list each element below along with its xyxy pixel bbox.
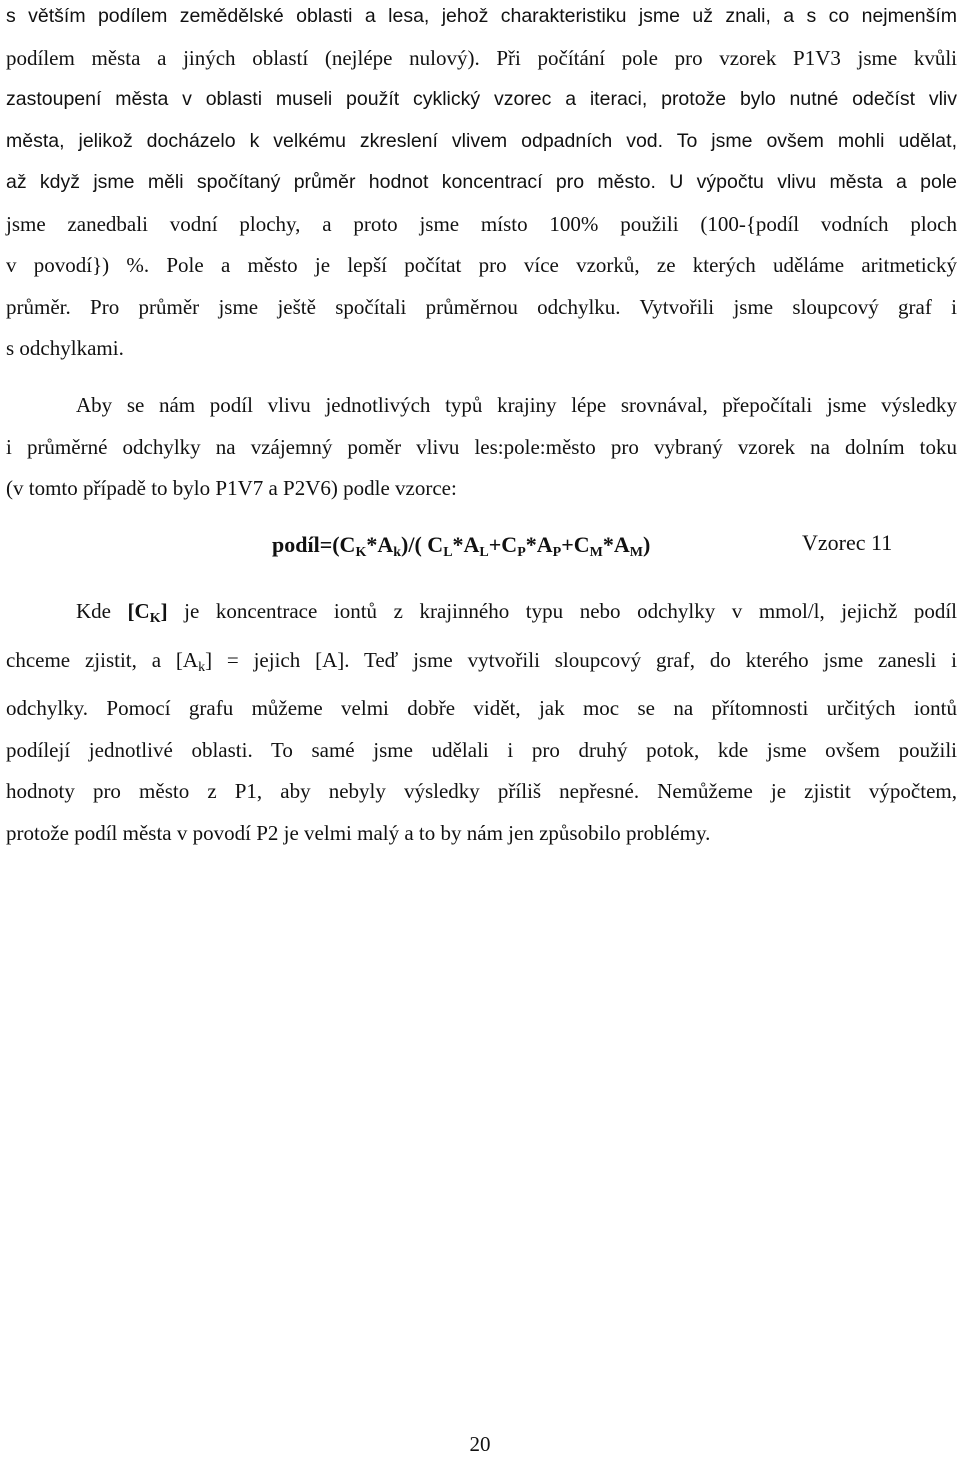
text-line: zastoupení města v oblasti museli použít cyklický vzorec a iteraci, protože bylo nutné odečíst vliv xyxy=(6,88,957,110)
text-line: odchylky. Pomocí grafu můžeme velmi dobře vidět, jak moc se na přítomnosti určitých iontů xyxy=(6,696,957,720)
text-line: města, jelikož docházelo k velkému zkreslení vlivem odpadních vod. To jsme ovšem mohli udělat, xyxy=(6,129,957,152)
text-line: s větším podílem zemědělské oblasti a lesa, jehož charakteristiku jsme už znali, a s co nejmenším xyxy=(6,5,957,27)
text-line: podílejí jednotlivé oblasti. To samé jsme udělali i pro druhý potok, kde jsme ovšem použili xyxy=(6,737,957,762)
text-line: (v tomto případě to bylo P1V7 a P2V6) podle vzorce: xyxy=(6,476,457,500)
text-line: chceme zjistit, a $[A_k]$ = jejich [A]. Teď jsme vytvořili sloupcový graf, do kterého jsme zanesli i xyxy=(6,647,958,675)
text-line: podílem města a jiných oblastí (nejlépe nulový). Při počítání pole pro vzorek P1V3 jsme kvůli xyxy=(6,45,957,70)
paragraph-3 xyxy=(6,591,957,854)
paragraph-1 xyxy=(6,0,957,370)
text-line: jsme zanedbali vodní plochy, a proto jsme místo 100% použili (100-{podíl vodních ploch xyxy=(6,211,957,236)
page-number: 20 xyxy=(469,1432,491,1456)
text-line: průměr. Pro průměr jsme ještě spočítali průměrnou odchylku. Vytvořili jsme sloupcový graf i xyxy=(6,294,957,319)
text-line: až když jsme měli spočítaný průměr hodnot koncentrací pro město. U výpočtu vlivu města a pole xyxy=(6,171,957,193)
text-line: Aby se nám podíl vlivu jednotlivých typů krajiny lépe srovnával, přepočítali jsme výsledky xyxy=(76,393,957,417)
text-line: v povodí}) %. Pole a město je lepší počítat pro více vzorků, ze kterých uděláme aritmetický xyxy=(6,253,957,277)
text-line: s odchylkami. xyxy=(6,336,124,360)
formula-label: Vzorec 11 xyxy=(802,530,893,555)
text-line: protože podíl města v povodí P2 je velmi malý a to by nám jen způsobilo problémy. xyxy=(6,820,711,845)
text-line: hodnoty pro město z P1, aby nebyly výsledky příliš nepřesné. Nemůžeme je zjistit výpočtem, xyxy=(6,779,957,803)
text-line: Kde $[C_K]$ je koncentrace iontů z krajinného typu nebo odchylky v mmol/l, jejichž podíl xyxy=(76,599,957,626)
text-line: i průměrné odchylky na vzájemný poměr vlivu les:pole:město pro vybraný vzorek na dolním toku xyxy=(6,434,957,459)
formula: $podíl=(C_K*A_k)/$( $C_L*A_L+C_P*A_P+C_M*A_M$) xyxy=(272,532,651,560)
paragraph-2 xyxy=(6,385,957,510)
